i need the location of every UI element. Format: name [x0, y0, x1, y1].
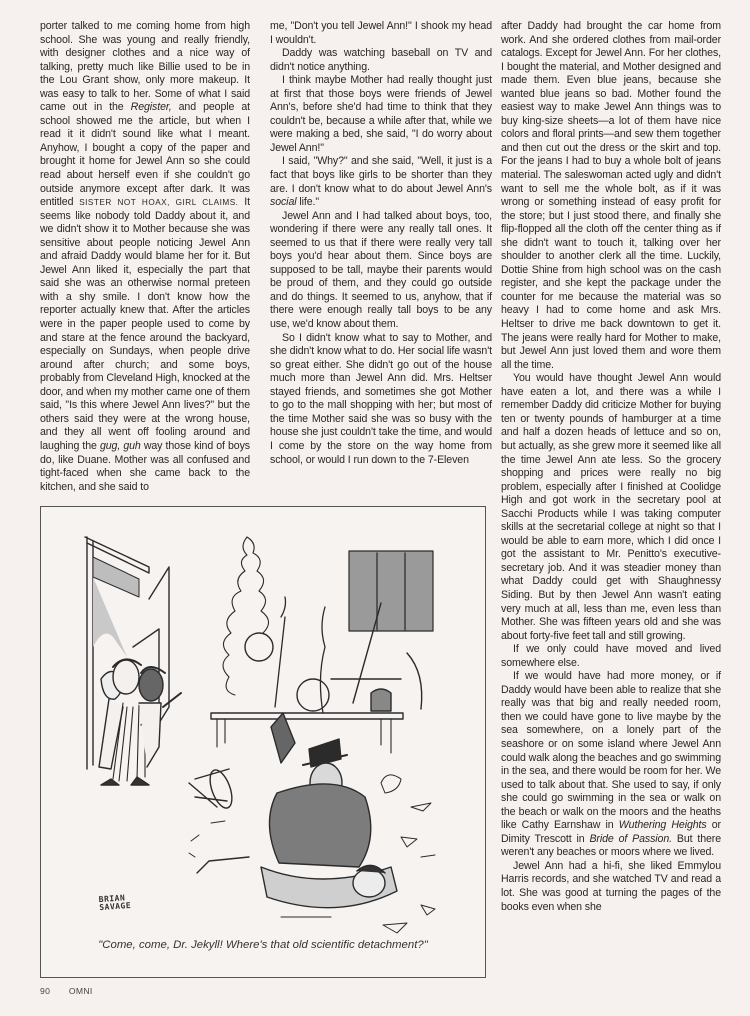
magazine-name: OMNI	[68, 986, 93, 996]
paragraph	[270, 332, 492, 467]
window-curtain-drawing	[349, 551, 433, 631]
text-run: I think maybe Mother had really thought just at first that those boys were friends of Jewel Ann's, before she'd had time to think that they couldn't be, because a while after that, while we were making a bed, she said, "I do worry about Jewel Ann!"	[270, 74, 492, 154]
text-column-1	[40, 20, 250, 494]
italic-text: social	[270, 196, 297, 209]
text-run: and people at school showed me the article, but when I read it it didn't sound like what I meant. Anyhow, I bought a copy of the paper and brought it home for Jewel Ann so she could read about herself even if she couldn't go outside anymore except after dark. It was entitled	[40, 101, 250, 209]
text-run: So I didn't know what to say to Mother, and she didn't know what to do. Her social life wasn't so great either. She didn't go out of the house much more than Jewel Ann did. Mrs. Heltser stayed friends, and sometimes she got Mother to go to the mall shopping with her; but most of the time Mother said she was so busy with the house she just couldn't take the time, and would I come by the store on the way home from school, or would I run down to the 7-Eleven	[270, 331, 492, 466]
text-run: If we only could have moved and lived somewhere else.	[501, 643, 721, 669]
paragraph	[501, 860, 721, 914]
paragraph	[40, 20, 250, 494]
text-run: Daddy was watching baseball on TV and didn't notice anything.	[270, 47, 492, 73]
text-run: But there weren't any beaches or moors where we lived.	[501, 832, 721, 859]
text-run: It seems like nobody told Daddy about it, and we didn't show it to Mother because she was sensitive about people noticing Jewel Ann and afraid Daddy would blame her for it. But Jewel Ann liked it, especially the part that said she was an otherwise normal preteen with a shy smile. I don't know how the reporter actually knew that. After the articles were in the paper people used to come by and stare at the fence around the backyard, especially on Sundays, when people drive around after church; and some boys, probably from Cleveland High, knocked at the door, and when my mother came one of them said, "Is this where Jewel Ann lives?" but the others said they were at the wrong house, and they all went off fooling around and laughing the	[40, 196, 250, 452]
italic-text: Wuthering Heights	[618, 819, 707, 832]
text-run: way those kind of boys do, like Duane. Mother was all confused and tight-faced when she came back to the kitchen, and she said to	[40, 439, 250, 493]
page-number: 90	[40, 986, 51, 996]
paragraph	[270, 210, 492, 332]
text-run: life."	[296, 196, 319, 209]
paragraph	[501, 670, 721, 860]
signature-line-2: SAVAGE	[98, 900, 132, 913]
text-run: You would have thought Jewel Ann would have eaten a lot, and there was a while I remember Daddy did criticize Mother for buying ten or twenty pounds of hamburger at a time and half a dozen heads of lettuce and so on, but actually, as she grew more it seemed like all the time Jewel Ann ate less. So the grocery shopping and prices were really no big problem, especially after I finished at Coolidge High and got work in the secretary pool at Sacchi Products while I was taking computer skills at the secretarial college at night so that I would be able to earn more, which I did once I got the assistant to Mr. Penitto's executive-secretary job. And it was steadier money than what Daddy could get with Shaughnessy Siding. But by then Jewel Ann wasn't eating very much at all, less than me, even less than Mother. She was fifteen years old and she was about forty-five feet tall and still growing.	[501, 372, 721, 642]
signature-line-1: BRIAN	[98, 893, 126, 905]
italic-text: Register,	[130, 101, 172, 114]
text-column-2	[270, 20, 492, 467]
hyde-figure-drawing	[269, 713, 370, 867]
smallcaps-text: SISTER NOT HOAX, GIRL CLAIMS.	[79, 198, 239, 208]
artist-signature	[98, 894, 131, 912]
cartoon-caption: "Come, come, Dr. Jekyll! Where's that old scientific detachment?"	[98, 939, 428, 951]
paragraph	[501, 372, 721, 643]
italic-text: gug, guh	[99, 439, 141, 452]
italic-text: Bride of Passion.	[589, 832, 672, 845]
text-run: If we would have had more money, or if Daddy would have been able to realize that she really was that big and really needed room, then we could have gone to live maybe by the sea somewhere, on a lonely part of the seashore or on some island where Jewel Ann could walk along the beaches and go swimming in the sea, and there would be room for her. We used to talk about that. She used to say, if only she could go swimming in the sea or walk on the beach or walk on the moors and the heaths like Cathy Earnshaw in	[501, 670, 721, 832]
text-run: me, "Don't you tell Jewel Ann!" I shook my head I wouldn't.	[270, 20, 492, 46]
paragraph	[270, 47, 492, 74]
text-column-3	[501, 20, 721, 914]
text-run: Jewel Ann and I had talked about boys, too, wondering if there were any really tall ones. It seemed to us that if there were really very tall boys you'd hear about them. Since boys are supposed to be tall, maybe their parents would be proud of them, and they could go outside and do things. It seemed to us, anyhow, that if there were enough really tall boys to be any use, we'd know about them.	[270, 209, 492, 331]
paragraph	[270, 74, 492, 155]
paragraph	[270, 20, 492, 47]
text-run: porter talked to me coming home from high school. She was young and really friendly, with designer clothes and a nice way of talking, pretty much like Billie used to be in the Lou Grant show, only more makeup. It was easy to talk to her. Some of what I said came out in the	[40, 20, 250, 114]
text-run: or Dimity Trescott in	[501, 819, 721, 845]
paragraph	[501, 20, 721, 372]
smoke-cloud-drawing	[223, 537, 269, 695]
text-run: after Daddy had brought the car home from work. And she ordered clothes from mail-order catalogs. Except for Jewel Ann. For her clothes, I bought the material, and Mother designed and made them. Even blue jeans, because she wanted blue jeans so bad. Mother found the easiest way to make Jewel Ann things was to buy king-size sheets—a lot of them have nice colors and floral prints—and sew them together and then cut out the dress or the skirt and top. For the jeans I had to buy a whole bolt of jeans material. The saleswoman acted ugly and didn't want to sell me the whole bolt, as if it was wrong or something instead of easy profit for the store; but I just stood there, and finally she flip-flopped all the cloth off the center thing as if she didn't want to touch it, talking over her shoulder to another clerk all the time. Luckily, Dottie Shine from high school was on the cash register, and she kept the package under the counter for me because the material was so heavy I had to come home and ask Mrs. Heltser to drive me back downtown to get it. The jeans were really hard for Mother to make, but Jewel Ann just loved them and wore them all the time.	[501, 20, 721, 371]
jekyll-victim-drawing	[197, 857, 397, 917]
paragraph	[501, 643, 721, 670]
text-run: Jewel Ann had a hi-fi, she liked Emmylou Harris records, and she watched TV and read a lot. She was good at turning the pages of the books even when she	[501, 859, 721, 913]
text-run: I said, "Why?" and she said, "Well, it just is a fact that boys like girls to be shorter than they are. I don't know what to do about Jewel Ann's	[270, 155, 492, 195]
overturned-stool-drawing	[189, 767, 236, 811]
cartoon-illustration	[40, 506, 486, 978]
paragraph	[270, 155, 492, 209]
page-footer	[40, 986, 109, 996]
